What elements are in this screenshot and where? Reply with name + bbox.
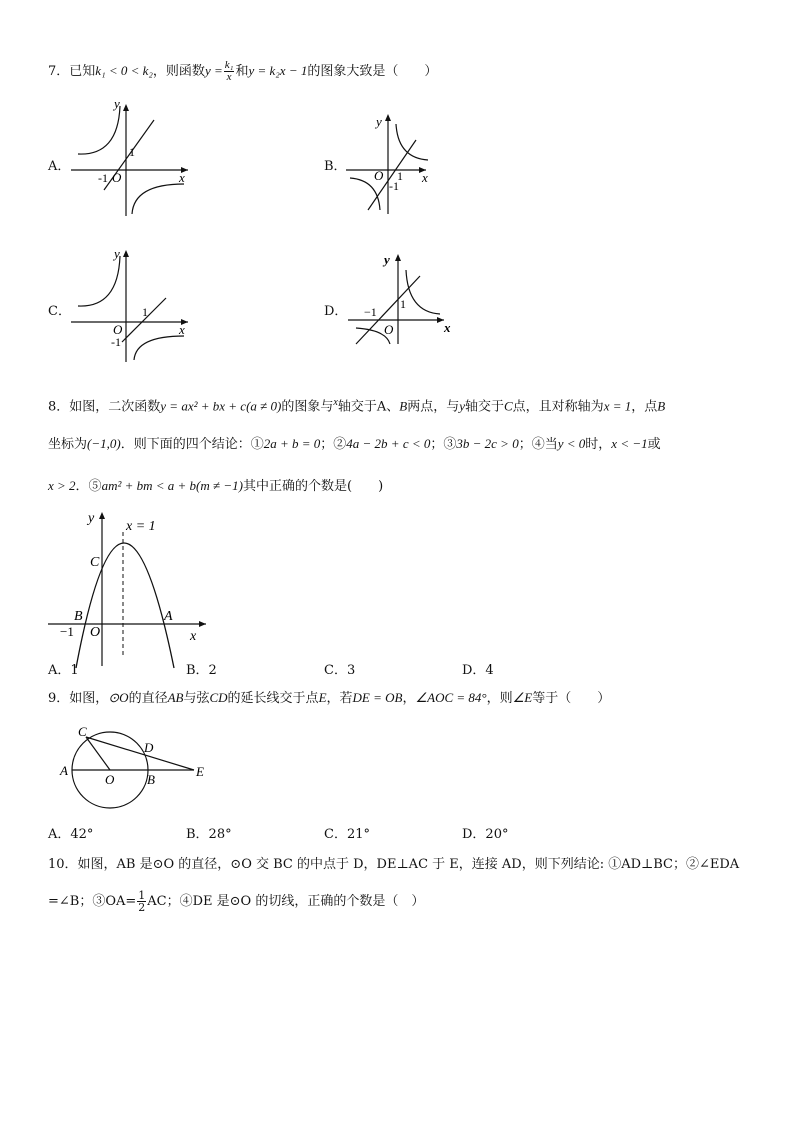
q7-d-origin: O — [384, 322, 394, 337]
q7-option-c-label[interactable]: C． — [48, 304, 71, 319]
q7-a-y-label: y — [114, 96, 120, 111]
q8-line-3: x > 2．⑤am² + bm < a + b(m ≠ −1)其中正确的个数是( ) — [48, 478, 384, 494]
q7-c-mark-x: 1 — [142, 305, 148, 319]
q8-y-axis-label: y — [88, 511, 95, 526]
q9-point-o: O — [105, 772, 115, 787]
q8-choice-c[interactable]: C．3 — [324, 663, 356, 678]
q9-choice-c[interactable]: C．21° — [324, 827, 370, 842]
q7-c-y-label: y — [114, 246, 120, 261]
q7-d-y-label: y — [384, 252, 390, 267]
q8-sym-label: x = 1 — [126, 519, 156, 534]
q7-stem: 7．已知k₁ < 0 < k₂，则函数y = $\frac{\text{k₁}}{x}$ 和y = k₂x − 1的图象大致是（ ） — [48, 59, 438, 83]
q9-point-d: D — [144, 740, 154, 755]
q7-option-b-label[interactable]: B． — [324, 159, 347, 174]
q9-point-b: B — [147, 772, 155, 787]
q9-point-e: E — [196, 764, 204, 779]
q7-a-mark-y: 1 — [129, 145, 135, 159]
q7-b-y-label: y — [376, 114, 382, 129]
q7-fraction: $\frac{\text{k₁}}{x}$ — [224, 59, 234, 83]
q8-origin: O — [90, 625, 101, 640]
q9-point-a: A — [60, 763, 68, 778]
q7-graph-c — [66, 244, 196, 364]
q9-stem: 9．如图，⊙O的直径AB与弦CD的延长线交于点E，若DE = OB，∠AOC = 84°，则∠E等于（ ） — [48, 690, 611, 706]
q8-point-c: C — [90, 555, 100, 570]
q7-option-a-label[interactable]: A． — [48, 159, 71, 174]
q7-graph-a — [66, 98, 196, 218]
q9-choice-b[interactable]: B．28° — [186, 827, 232, 842]
q7-d-mark-x: −1 — [364, 305, 377, 319]
q10-line-2: =∠B；③OA= $\frac{1}{2}$ AC；④DE 是⊙O 的切线，正确的个数是（ ） — [48, 889, 425, 914]
q8-line-2: 坐标为(−1,0)．则下面的四个结论：①2a + b = 0；②4a − 2b + c < 0；③3b − 2c > 0；④当y < 0时，x < −1或 — [48, 436, 661, 452]
q9-choice-a[interactable]: A．42° — [48, 827, 94, 842]
q9-point-c: C — [78, 724, 87, 739]
q8-line-1: 8．如图，二次函数y = ax² + bx + c(a ≠ 0)的图象与$^x$轴交于A、B两点，与y轴交于C点，且对称轴为x = 1，点B — [48, 397, 666, 415]
q7-c-mark-y: -1 — [111, 335, 121, 349]
q8-choice-b[interactable]: B．2 — [186, 663, 217, 678]
q10-line-1: 10．如图，AB 是⊙O 的直径，⊙O 交 BC 的中点于 D，DE⊥AC 于 E，连接 AD，则下列结论: ①AD⊥BC；②∠EDA — [48, 857, 740, 872]
q8-choice-a[interactable]: A．1 — [48, 663, 79, 678]
q7-b-origin: O — [374, 168, 384, 183]
q7-a-x-label: x — [179, 170, 185, 185]
q7-d-mark-y: 1 — [400, 297, 406, 311]
q9-circle-figure — [58, 722, 228, 812]
q7-b-mark-x: 1 — [397, 169, 403, 183]
q8-point-a: A — [164, 609, 173, 624]
q7-d-x-label: x — [444, 320, 451, 335]
q8-neg-one: −1 — [60, 624, 74, 639]
q7-b-x-label: x — [422, 170, 428, 185]
q8-parabola-graph — [46, 508, 216, 668]
q7-a-origin: O — [112, 170, 122, 185]
q7-c-x-label: x — [179, 322, 185, 337]
q10-fraction: $\frac{1}{2}$ — [138, 889, 146, 914]
q7-option-d-label[interactable]: D． — [324, 304, 348, 319]
q8-point-b: B — [74, 609, 83, 624]
q7-graph-b — [342, 110, 442, 220]
q8-choice-d[interactable]: D．4 — [462, 663, 494, 678]
q7-b-mark-y: -1 — [389, 179, 399, 193]
q9-choice-d[interactable]: D．20° — [462, 827, 509, 842]
q7-graph-d — [344, 248, 464, 348]
q7-a-mark-x: -1 — [98, 171, 108, 185]
q7-c-origin: O — [113, 322, 123, 337]
q8-x-axis-label: x — [190, 629, 197, 644]
